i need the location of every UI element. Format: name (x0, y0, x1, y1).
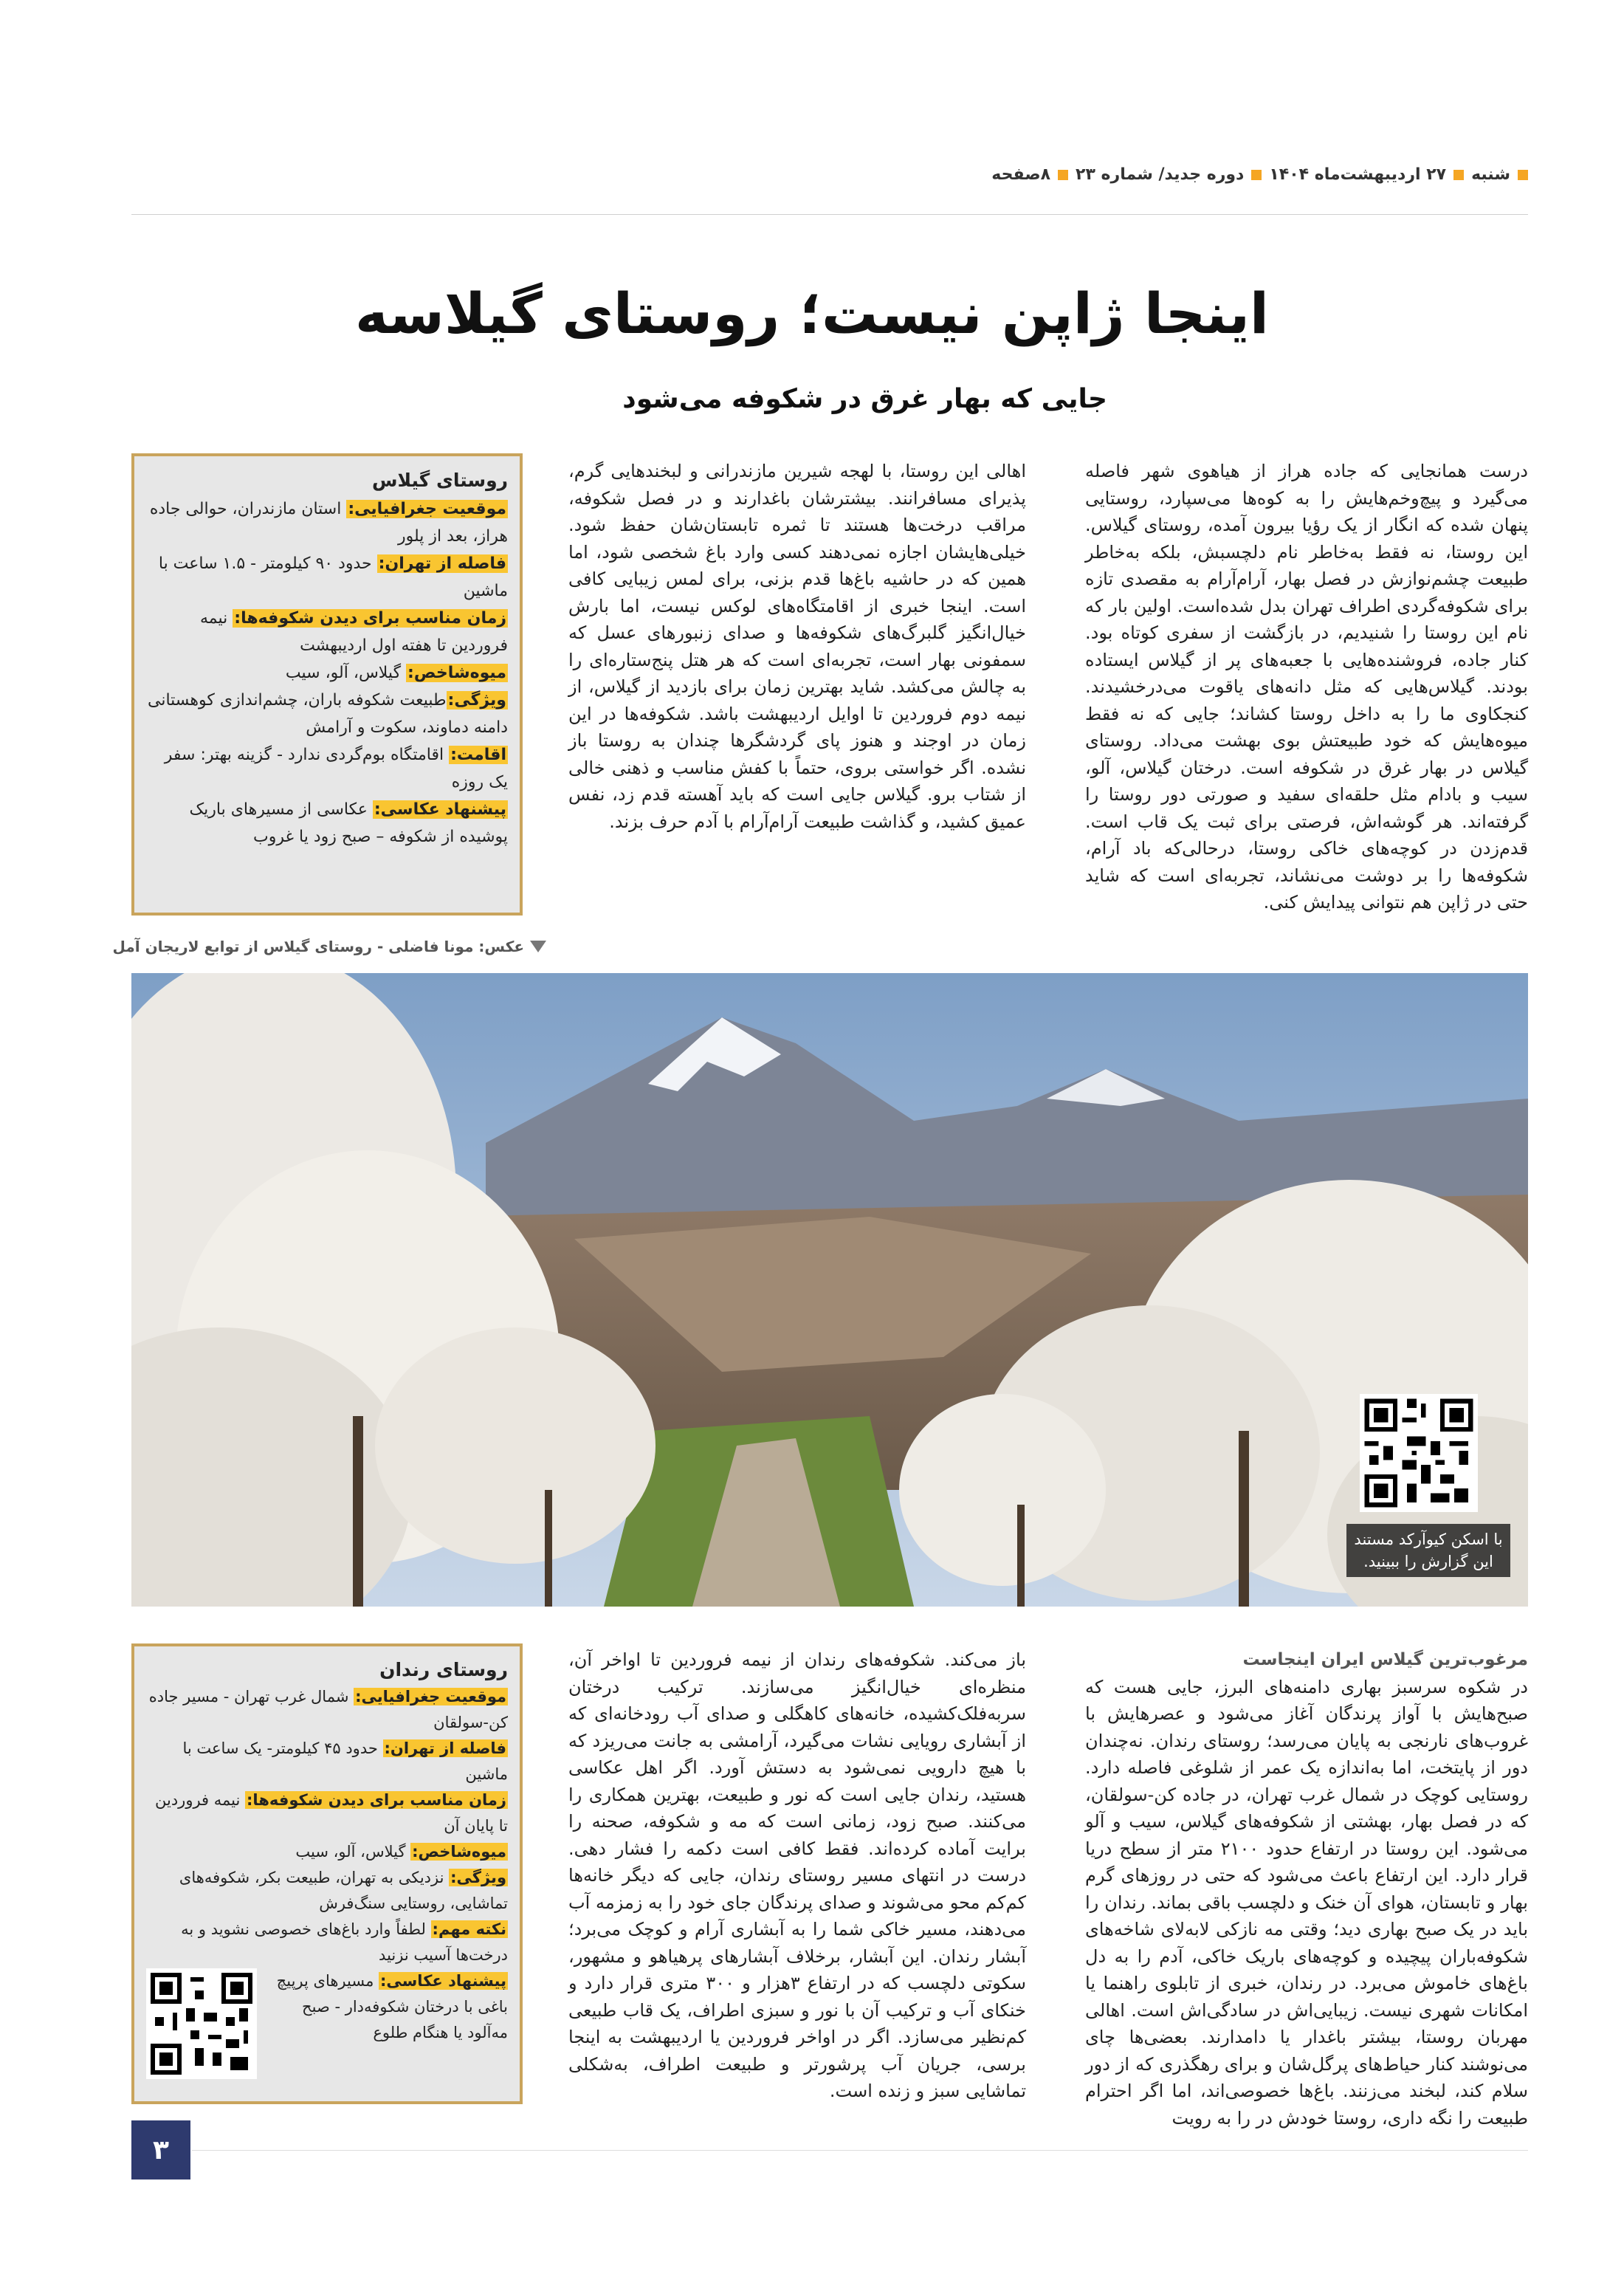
info-row: میوه‌شاخص: گیلاس، آلو، سیب (295, 1843, 506, 1861)
header-date: ۲۷ اردیبهشت‌ماه ۱۴۰۴ (1269, 165, 1447, 184)
issue-header (96, 165, 1528, 184)
info-row: فاصله از تهران: حدود ۴۵ کیلومتر- یک ساعت با ماشین (182, 1739, 508, 1783)
header-divider (131, 214, 1528, 215)
info-row: ویژگی:طبیعت شکوفه باران، چشم‌اندازی کوهستانی دامنه دماوند، سکوت و آرامش (147, 691, 508, 737)
qr-caption: با اسکن کیوآرکد مستند این گزارش را ببینید. (1346, 1524, 1510, 1577)
article-paragraph: درست همانجایی که جاده هراز از هیاهوی شهر فاصله می‌گیرد و پیچ‌وخم‌هایش را به کوه‌ها می‌سپارد، روستایی پنهان شده که انگار از یک رؤیا بیرون آمده، روستای گیلاس. این روستا، نه فقط به‌خاطر نام دلچسبش، بلکه به‌خاطر طبیعت چشم‌نوازش در فصل بهار، آرام‌آرام به مقصدی تازه برای شکوفه‌گردی اطراف تهران بدل شده‌است. اولین بار که نام این روستا را شنیدیم، در بازگشت از سفری کوتاه بود. کنار جاده، فروشنده‌هایی با جعبه‌های پر از گیلاس ایستاده بودند. گیلاس‌هایی که مثل دانه‌های یاقوت می‌درخشیدند. کنجکاوی ما را به داخل روستا کشاند؛ جایی که نه فقط میوه‌هایش که خود طبیعتش بوی بهشت می‌داد. روستای گیلاس در بهار غرق در شکوفه است. درختان گیلاس، آلو، سیب و بادام مثل حلقه‌ای سفید و صورتی دور روستا را گرفته‌اند. هر گوشه‌اش، فرصتی برای ثبت یک قاب است. قدم‌زدن در کوچه‌های خاکی روستا، درحالی‌که باد آرام، شکوفه‌ها را بر دوشت می‌نشاند، تجربه‌ای است که شاید حتی در ژاپن هم نتوانی پیدایش کنی. (1085, 461, 1528, 913)
info-box-randan (131, 1643, 523, 2104)
info-box-title: روستای گیلاس (372, 470, 508, 491)
section-heading: مرغوب‌ترین گیلاس ایران اینجاست (1242, 1650, 1528, 1669)
article-paragraph: باز می‌کند. شکوفه‌های رندان از نیمه فروردین تا اواخر آن، منظره‌ای خیال‌انگیز می‌سازند. ترکیب درختان سربه‌فلک‌کشیده، خانه‌های کاهگلی و صدای آب رودخانه‌ای که از آبشاری رویایی نشات می‌گیرد، آرامشی به جانت می‌ریزد که با هیچ دارویی نمی‌شود به دستش آورد. اگر اهل عکاسی هستید، رندان جایی است که نور و طبیعت، بهترین همکاری را می‌کنند. صبح زود، زمانی است که مه و شکوفه، صحنه را برایت آماده کرده‌اند. فقط کافی است دکمه را فشار دهی. درست در انتهای مسیر روستای رندان، جایی که دیگر خانه‌ها کم‌کم محو می‌شوند و صدای پرندگان جای خود را به زمزمه آب می‌دهند، مسیر خاکی شما را به آبشاری آرام و کوچک می‌برد؛ آبشار رندان. این آبشار، برخلاف آبشارهای پرهیاهو و مشهور، سکوتی دلچسب که در ارتفاع ۳هزار و ۳۰۰ متری قرار دارد و خنکای آب و ترکیب آن با نور و سبزی اطراف، یک قاب طبیعی کم‌نظیر می‌سازد. اگر در اواخر فروردین یا اردیبهشت به اینجا برسی، جریان آب پرشورتر و طبیعت اطراف، به‌شکلی تماشایی سبز و زنده است. (568, 1649, 1026, 2101)
article-column-right-bottom (1085, 1646, 1528, 2132)
info-box-title: روستای رندان (379, 1659, 508, 1680)
header-day: شنبه (1471, 165, 1510, 184)
bullet-icon (1453, 170, 1464, 180)
qr-code[interactable] (1360, 1394, 1478, 1512)
info-row: ویژگی: نزدیکی به تهران، طبیعت بکر، شکوفه‌های تماشایی، روستایی سنگ‌فرش (179, 1869, 508, 1912)
info-row-with-qr (146, 1968, 508, 2079)
page-subtitle: جایی که بهار غرق در شکوفه می‌شود (622, 384, 1107, 414)
info-row: پیشنهاد عکاسی: عکاسی از مسیرهای باریک پوشیده از شکوفه – صبح زود یا غروب (189, 800, 508, 846)
info-row: پیشنهاد عکاسی: مسیرهای پرپیچ باغی با درختان شکوفه‌دار - صبح مه‌آلود یا هنگام طلوع (276, 1972, 508, 2041)
article-column-right (1085, 458, 1528, 916)
info-box-gilas (131, 453, 523, 916)
header-pages: ۸صفحه (991, 165, 1051, 184)
page-number: ۳ (131, 2120, 190, 2179)
info-row: اقامت: اقامتگاه بوم‌گردی ندارد - گزینه بهتر: سفر یک روزه (164, 746, 508, 791)
bullet-icon (1518, 170, 1528, 180)
bullet-icon (1251, 170, 1262, 180)
bullet-icon (1058, 170, 1068, 180)
article-paragraph: در شکوه سرسبز بهاری دامنه‌های البرز، جایی هست که صبح‌هایش با آواز پرندگان آغاز می‌شود و عصرهایش با غروب‌های نارنجی به پایان می‌رسد؛ روستای رندان. نه‌چندان دور از پایتخت، اما به‌اندازه یک عمر از شلوغی فاصله دارد. روستایی کوچک در شمال غرب تهران، در جاده کن-سولقان، که در فصل بهار، بهشتی از شکوفه‌های گیلاس، سیب و آلو می‌شود. این روستا در ارتفاع حدود ۲۱۰۰ متر از سطح دریا قرار دارد. این ارتفاع باعث می‌شود که حتی در روزهای گرم بهار و تابستان، هوای آن خنک و دلچسب باقی بماند. رندان را باید در یک صبح بهاری دید؛ وقتی مه نازکی لابه‌لای شاخه‌های شکوفه‌باران پیچیده و کوچه‌های باریک خاکی، آدم را به دل باغ‌های خاموش می‌برد. در رندان، خبری از تابلوی راهنما یا امکانات شهری نیست. زیبایی‌اش در سادگی‌اش است. اهالی مهربان روستا، بیشتر باغدار یا دامدارند. بعضی‌ها چای می‌نوشند کنار حیاط‌های پرگل‌شان و برای رهگذری که از دور سلام کند، لبخند می‌زنند. باغ‌ها خصوصی‌اند، اما اگر احترام طبیعت را نگه داری، روستا خودش در را به رویت (1085, 1676, 1528, 2129)
info-row: موقعیت جغرافیایی: استان مازندران، حوالی جاده هراز، بعد از پلور (149, 500, 508, 546)
header-issue: دوره جدید/ شماره ۲۳ (1076, 165, 1245, 184)
page-title: اینجا ژاپن نیست؛ روستای گیلاسه (355, 281, 1269, 346)
info-row: نکته مهم: لطفاً وارد باغ‌های خصوصی نشوید و به درخت‌ها آسیب نزنید (181, 1920, 508, 1964)
photo-caption: عکس: مونا فاضلی - روستای گیلاس از توابع لاریجان آمل (113, 938, 546, 955)
info-row: میوه‌شاخص: گیلاس، آلو، سیب (285, 664, 506, 682)
landscape-photo (131, 973, 1528, 1607)
article-column-left-bottom (568, 1646, 1026, 2105)
footer-divider (192, 2150, 1528, 2151)
qr-code[interactable] (146, 1968, 257, 2079)
info-row: زمان مناسب برای دیدن شکوفه‌ها: نیمه فروردین تا هفته اول اردیبهشت (200, 609, 508, 655)
info-row: موقعیت جغرافیایی: شمال غرب تهران - مسیر جاده کن-سولقان (148, 1688, 508, 1731)
article-column-left (568, 458, 1026, 835)
info-row: فاصله از تهران: حدود ۹۰ کیلومتر - ۱.۵ ساعت با ماشین (158, 554, 508, 600)
article-paragraph: اهالی این روستا، با لهجه شیرین مازندرانی و لبخندهایی گرم، پذیرای مسافرانند. بیشترشان باغدارند و در فصل شکوفه، مراقب درخت‌ها هستند تا ثمره تابستان‌شان حفظ شود. خیلی‌هایشان اجازه نمی‌دهند کسی وارد باغ شخصی شود، اما همین که در حاشیه باغ‌ها قدم بزنی، برای لمس زیبایی کافی است. اینجا خبری از اقامتگاه‌های لوکس نیست، اما بارش خیال‌انگیز گلبرگ‌های شکوفه‌ها و صدای زنبورهای عسل که سمفونی بهار است، تجربه‌ای است که هر هتل پنج‌ستاره‌ای را به چالش می‌کشد. شاید بهترین زمان برای بازدید از گیلاس، از نیمه دوم فروردین تا اوایل اردیبهشت باشد. شکوفه‌ها در این زمان در اوجند و هنوز پای گردشگرها چندان به روستا باز نشده. اگر خواستی بروی، حتماً با کفش مناسب و ذهنی خالی از شتاب برو. گیلاس جایی است که باید آهسته قدم زد، نفس عمیق کشید، و گذاشت طبیعت آرام‌آرام با آدم حرف بزند. (568, 461, 1026, 832)
caption-triangle-icon (530, 941, 546, 952)
info-row: زمان مناسب برای دیدن شکوفه‌ها: نیمه فروردین تا پایان آن (155, 1791, 508, 1835)
